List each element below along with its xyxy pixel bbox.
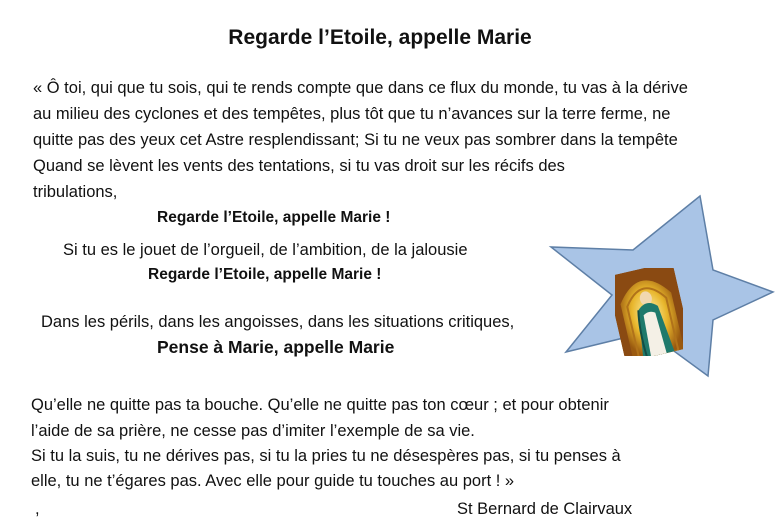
marian-image <box>615 268 683 356</box>
text-line-4: Quand se lèvent les vents des tentations, si tu vas droit sur les récifs des <box>33 157 565 175</box>
text-line-14: elle, tu ne t’égares pas. Avec elle pour guide tu touches au port ! » <box>31 472 515 490</box>
text-line-5: tribulations, <box>33 183 118 201</box>
text-line-3: quitte pas des yeux cet Astre resplendissant; Si tu ne veux pas sombrer dans la tempête <box>33 131 678 149</box>
text-line-2: au milieu des cyclones et des tempêtes, plus tôt que tu n’avances sur la terre ferme, ne <box>33 105 671 123</box>
text-line-9: Dans les périls, dans les angoisses, dans les situations critiques, <box>41 313 515 331</box>
text-line-12: l’aide de sa prière, ne cesse pas d’imiter l’exemple de sa vie. <box>31 422 475 440</box>
refrain-line-2: Regarde l’Etoile, appelle Marie ! <box>148 266 382 283</box>
text-line-15: , <box>35 500 40 518</box>
refrain-line-1: Regarde l’Etoile, appelle Marie ! <box>157 209 391 226</box>
text-line-7: Si tu es le jouet de l’orgueil, de l’ambition, de la jalousie <box>63 241 468 259</box>
author-signature: St Bernard de Clairvaux <box>457 500 633 518</box>
document-title: Regarde l’Etoile, appelle Marie <box>228 26 532 49</box>
text-line-1: « Ô toi, qui que tu sois, qui te rends compte que dans ce flux du monde, tu vas à la dérive <box>33 79 688 97</box>
text-line-11: Qu’elle ne quitte pas ta bouche. Qu’elle ne quitte pas ton cœur ; et pour obtenir <box>31 396 609 414</box>
refrain-line-3: Pense à Marie, appelle Marie <box>157 337 395 357</box>
text-line-13: Si tu la suis, tu ne dérives pas, si tu la pries tu ne désespères pas, si tu penses à <box>31 447 621 465</box>
